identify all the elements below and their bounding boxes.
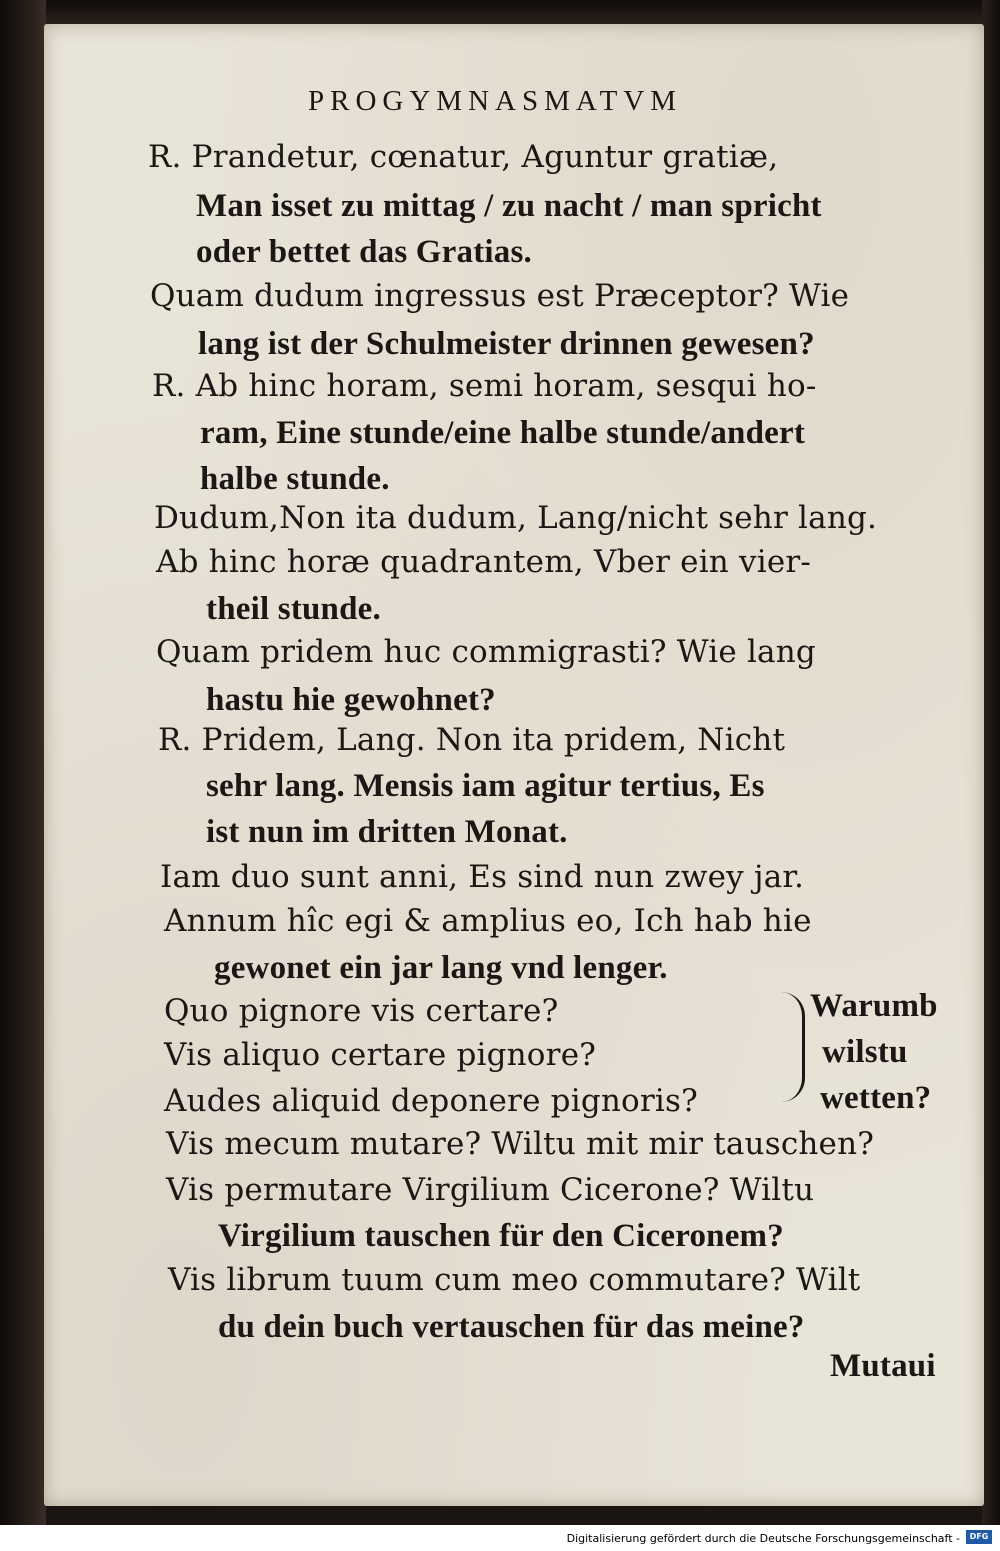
text-line: gewonet ein jar lang vnd lenger. [214,950,668,986]
text-line: R. Ab hinc horam, semi horam, sesqui ho- [152,368,817,404]
text-line: Virgilium tauschen für den Ciceronem? [218,1218,784,1254]
book-right-edge [982,0,1000,1551]
running-header: PROGYMNASMATVM [308,85,683,117]
text-line: Vis aliquo certare pignore? [164,1037,597,1073]
text-line: wetten? [820,1080,932,1116]
text-line: du dein buch vertauschen für das meine? [218,1309,805,1345]
catchword: Mutaui [830,1348,936,1384]
text-line: Dudum,Non ita dudum, Lang/nicht sehr lang. [154,500,878,536]
text-line: Ab hinc horæ quadrantem, Vber ein vier- [156,544,812,580]
text-line: hastu hie gewohnet? [206,682,496,718]
text-line: Annum hîc egi & amplius eo, Ich hab hie [164,903,812,939]
text-line: oder bettet das Gratias. [196,234,532,270]
text-line: halbe stunde. [200,461,390,497]
text-line: Quam pridem huc commigrasti? Wie lang [156,634,816,670]
digitization-footer [0,1525,1000,1551]
text-line: ist nun im dritten Monat. [206,814,568,850]
text-line: Iam duo sunt anni, Es sind nun zwey jar. [160,859,805,895]
text-line: theil stunde. [206,591,381,627]
footer-credit: Digitalisierung gefördert durch die Deutsche Forschungsgemeinschaft - [566,1532,960,1545]
text-line: R. Prandetur, cœnatur, Aguntur gratiæ, [148,139,779,175]
text-line: ram, Eine stunde/eine halbe stunde/andert [200,415,806,451]
text-line: Quam dudum ingressus est Præceptor? Wie [150,278,850,314]
text-line: Audes aliquid deponere pignoris? [164,1083,698,1119]
text-line: sehr lang. Mensis iam agitur tertius, Es [206,768,765,804]
dfg-logo-icon: DFG [966,1530,992,1544]
text-line: wilstu [822,1034,908,1070]
text-line: R. Pridem, Lang. Non ita pridem, Nicht [158,722,786,758]
text-line: Man isset zu mittag / zu nacht / man spricht [196,188,822,224]
book-top-edge [0,0,1000,26]
text-line: Warumb [810,988,938,1024]
text-line: Vis librum tuum cum meo commutare? Wilt [168,1262,861,1298]
right-brace [772,992,805,1102]
book-spine-shadow [0,0,46,1551]
text-line: lang ist der Schulmeister drinnen gewesen? [198,326,815,362]
text-line: Vis mecum mutare? Wiltu mit mir tauschen? [166,1126,875,1162]
text-line: Quo pignore vis certare? [164,993,559,1029]
text-line: Vis permutare Virgilium Cicerone? Wiltu [166,1172,815,1208]
